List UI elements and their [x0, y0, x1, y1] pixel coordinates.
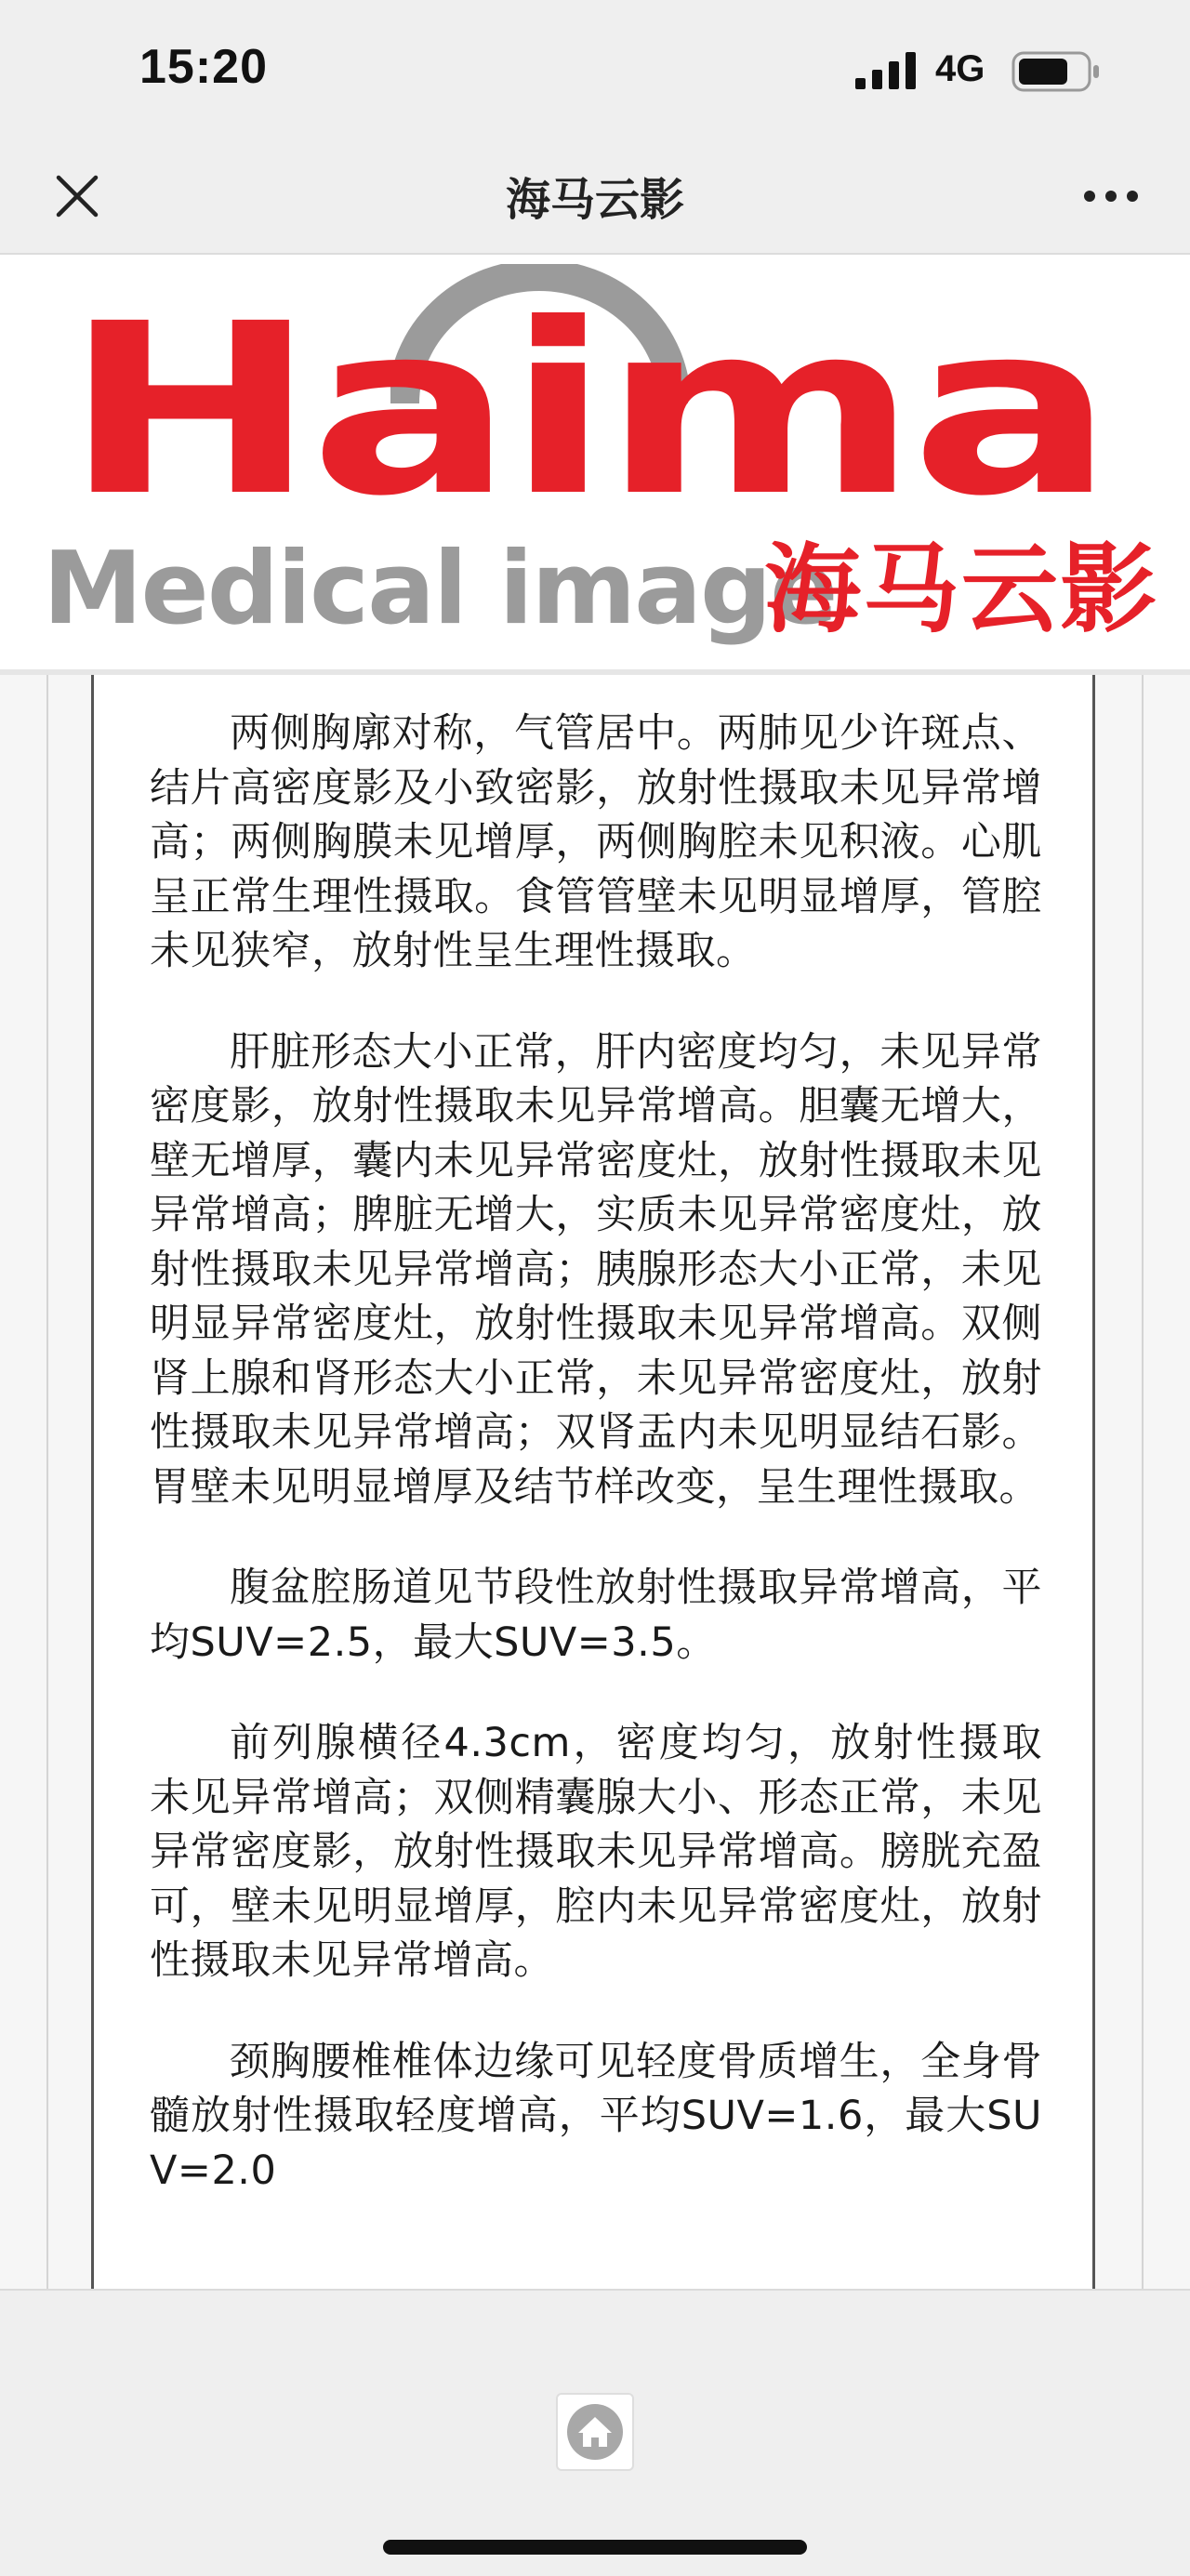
home-button[interactable] [556, 2393, 634, 2471]
document-edge [1142, 675, 1144, 2289]
report-paragraph-prostate: 前列腺横径4.3cm，密度均匀，放射性摄取未见异常增高；双侧精囊腺大小、形态正常，未见异常密度影，放射性摄取未见异常增高。膀胱充盈可，壁未见明显增厚，腔内未见异常密度灶，放射性摄取未见异常增高。 [150, 1720, 1042, 1984]
home-icon [565, 2402, 625, 2462]
status-time: 15:20 [139, 40, 268, 94]
bottom-toolbar [0, 2289, 1190, 2576]
close-button[interactable] [46, 165, 108, 227]
battery-icon [1012, 51, 1101, 92]
status-bar [0, 0, 1190, 139]
more-button[interactable] [1069, 165, 1153, 227]
report-paragraph-chest: 两侧胸廓对称，气管居中。两肺见少许斑点、结片高密度影及小致密影，放射性摄取未见异常增高；两侧胸膜未见增厚，两侧胸腔未见积液。心肌呈正常生理性摄取。食管管壁未见明显增厚，管腔未见狭窄，放射性呈生理性摄取。 [150, 710, 1042, 974]
network-label: 4G [935, 48, 985, 89]
report-paragraph-intestine: 腹盆腔肠道见节段性放射性摄取异常增高，平均SUV=2.5，最大SUV=3.5。 [150, 1565, 1042, 1666]
close-icon [56, 175, 99, 218]
home-indicator[interactable] [383, 2540, 807, 2555]
more-dots-icon [1083, 190, 1139, 203]
logo-subtitle: Medical image [43, 531, 837, 647]
document-viewer[interactable] [0, 675, 1190, 2289]
page-title: 海马云影 [505, 174, 684, 226]
report-page [91, 675, 1095, 2289]
signal-icon [855, 52, 917, 89]
report-paragraph-spine: 颈胸腰椎椎体边缘可见轻度骨质增生，全身骨髓放射性摄取轻度增高，平均SUV=1.6，最大SUV=2.0 [150, 2038, 1042, 2194]
report-body [150, 707, 1042, 2244]
nav-bar [0, 139, 1190, 255]
document-edge [46, 675, 48, 2289]
report-paragraph-abdomen: 肝脏形态大小正常，肝内密度均匀，未见异常密度影，放射性摄取未见异常增高。胆囊无增大，壁无增厚，囊内未见异常密度灶，放射性摄取未见异常增高；脾脏无增大，实质未见异常密度灶，放射性摄取未见异常增高；胰腺形态大小正常，未见明显异常密度灶，放射性摄取未见异常增高。双侧肾上腺和肾形态大小正常，未见异常密度灶，放射性摄取未见异常增高；双肾盂内未见明显结石影。胃壁未见明显增厚及结节样改变，呈生理性摄取。 [150, 1028, 1042, 1511]
haima-banner [0, 255, 1190, 675]
logo-wordmark: Haima [63, 272, 1108, 548]
logo-chinese-name: 海马云影 [764, 533, 1159, 646]
